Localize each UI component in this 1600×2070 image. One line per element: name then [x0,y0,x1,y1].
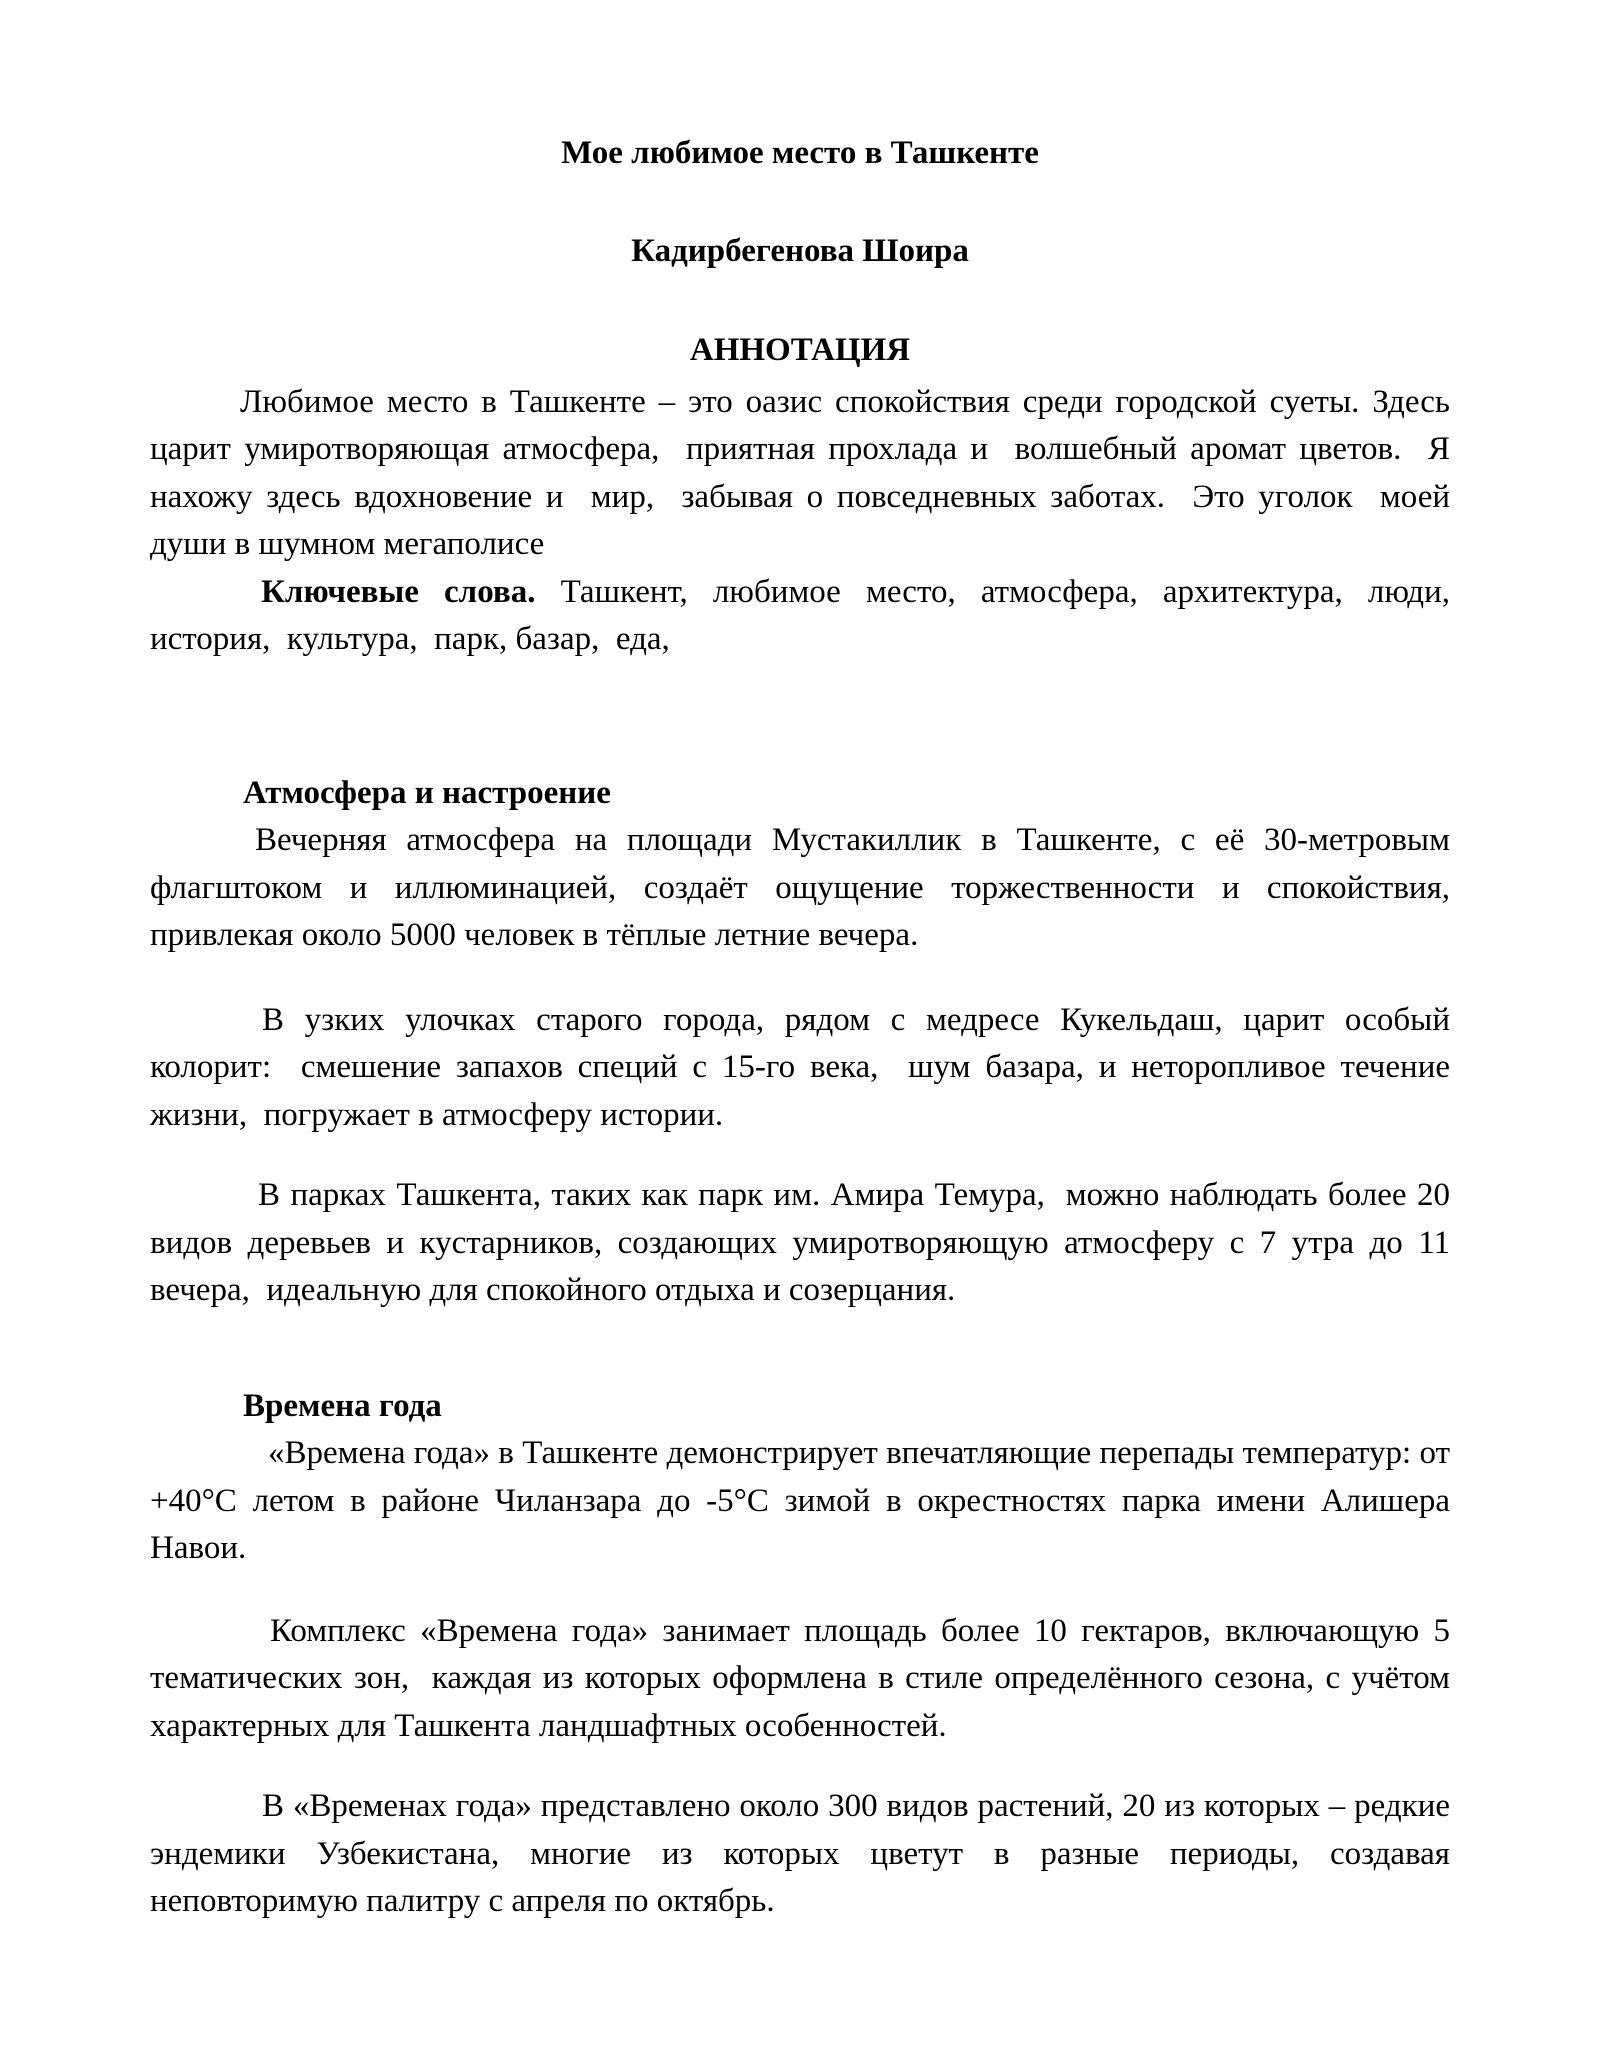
paragraph-old-city-streets: В узких улочках старого города, рядом с медресе Кукельдаш, царит особый колорит: смешение запахов специй с 15-го века, шум базара, и неторопливое течение жизни, погружает в атмосферу истории. [150,1001,1450,1133]
keywords-list: Ташкент, любимое место, атмосфера, архитектура, люди, история, культура, парк, базар, еда, [150,573,1450,657]
paragraph-complex-area: Комплекс «Времена года» занимает площадь более 10 гектаров, включающую 5 тематических зон, каждая из которых оформлена в стиле определённого сезона, с учётом характерных для Ташкента ландшафтных особенностей. [150,1612,1450,1744]
annotation-heading: АННОТАЦИЯ [689,332,911,368]
paragraph-tashkent-parks: В парках Ташкента, таких как парк им. Амира Темура, можно наблюдать более 20 видов деревьев и кустарников, создающих умиротворяющую атмосферу с 7 утра до 11 вечера, идеальную для спокойного отдыха и созерцания. [150,1177,1450,1308]
keywords-label: Ключевые слова. [261,573,536,610]
document-title: Мое любимое место в Ташкенте [561,135,1039,171]
keywords-paragraph [150,569,1450,664]
section-heading-seasons: Времена года [243,1387,442,1424]
document-author: Кадирбегенова Шоира [631,232,969,269]
paragraph-temperature-range: «Времена года» в Ташкенте демонстрирует впечатляющие перепады температур: от +40°C летом в районе Чиланзара до -5°C зимой в окрестностях парка имени Алишера Навои. [150,1435,1450,1566]
paragraph-mustaqillik-square: Вечерняя атмосфера на площади Мустакиллик в Ташкенте, с её 30-метровым флагштоком и иллюминацией, создаёт ощущение торжественности и спокойствия, привлекая около 5000 человек в тёплые летние вечера. [150,822,1450,953]
section-heading-atmosphere-mood: Атмосфера и настроение [243,774,611,811]
paragraph-plant-species: В «Временах года» представлено около 300 видов растений, 20 из которых – редкие эндемики Узбекистана, многие из которых цветут в разные периоды, создавая неповторимую палитру с апреля по октябрь. [150,1788,1450,1919]
annotation-paragraph: Любимое место в Ташкенте – это оазис спокойствия среди городской суеты. Здесь царит умиротворяющая атмосфера, приятная прохлада и волшебный аромат цветов. Я нахожу здесь вдохновение и мир, забывая о повседневных заботах. Это уголок моей души в шумном мегаполисе [150,383,1450,562]
